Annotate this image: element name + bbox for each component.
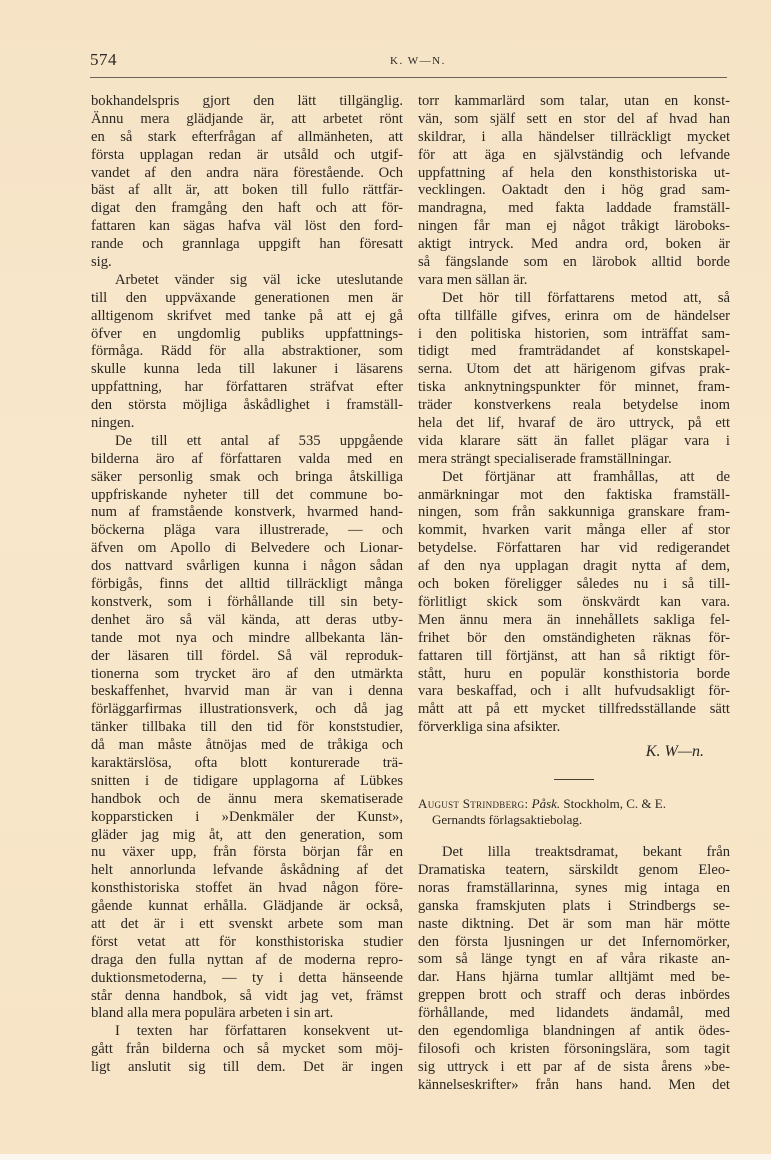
text-line: ligt anslutit sig till dem. Det är ingen	[91, 1059, 403, 1076]
text-line: tänker tillbaka till den tid för konststudier,	[91, 719, 403, 736]
text-line: förbigås, finns det alltid tillräckligt många	[91, 576, 403, 593]
text-line: som så länge tyngt en af våra rikaste an-	[418, 951, 730, 968]
text-line: mått att på ett mycket tillfredsställande sätt	[418, 701, 730, 718]
text-line: greppen brott och straff och deras inbördes	[418, 987, 730, 1004]
text-line: digat den framgång den haft och att för-	[91, 200, 403, 217]
review-signature: K. W—n.	[645, 743, 704, 761]
text-line: för att äga en självständig och lefvande	[418, 146, 730, 163]
text-line: fattaren kan sägas hafva väl löst den ford-	[91, 218, 403, 235]
text-line: fattaren till förtjänst, att han så riktigt för-	[418, 647, 730, 664]
text-line: der läsaren till fördel. Så väl reproduk-	[91, 647, 403, 664]
text-line: naste diktning. Det är som man här mötte	[418, 915, 730, 932]
page-bottom-edge	[0, 1154, 771, 1160]
text-line: af den nya upplagan dragit nytta af dem,	[418, 558, 730, 575]
text-line: förlitligt skick som önskvärdt kan vara.	[418, 593, 730, 610]
text-line: karaktärslösa, ofta blott konturerade trä-	[91, 754, 403, 771]
text-line: sig uttryck i ett par af de sista årens »be-	[418, 1058, 730, 1075]
review-author: August Strindberg:	[418, 796, 529, 812]
text-line: vän, som själf sett en stor del af hvad han	[418, 110, 730, 127]
text-line: i den politiska historien, som inträffat sam-	[418, 325, 730, 342]
text-line: ofta tillfälle gifves, erinra om de händelser	[418, 307, 730, 324]
text-line: den största möjliga åskådlighet i framställ-	[91, 397, 403, 414]
text-line: gläder jag mig åt, att den generation, som	[91, 826, 403, 843]
text-line: så fängslande som en lärobok alltid borde	[418, 254, 730, 271]
text-line: första upplagan redan är utsåld och utgif-	[91, 146, 403, 163]
text-line: anmärkningar mot den faktiska framställ-	[418, 486, 730, 503]
text-line: kopparsticken i »Denkmäler der Kunst»,	[91, 808, 403, 825]
text-line: noras framställarinna, synes mig intaga en	[418, 879, 730, 896]
text-line: äfven om Apollo di Belvedere och Lionar-	[91, 540, 403, 557]
text-line: stått, huru en populär konsthistoria borde	[418, 665, 730, 682]
text-line: träder konstverkens reala betydelse inom	[418, 397, 730, 414]
text-line: filosofi och kristen försoningslära, som tagit	[418, 1040, 730, 1057]
right-column-review-continued	[418, 93, 730, 737]
text-line: tionerna som trycket äro af den utmärkta	[91, 665, 403, 682]
text-line: öfver en ungdomlig publiks uppfattnings-	[91, 325, 403, 342]
review-publisher-line1: Stockholm, C. & E.	[563, 796, 666, 812]
text-line: dar. Hans hjärna tumlar alltjämt med be-	[418, 969, 730, 986]
text-line: förverkliga sina afsikter.	[418, 719, 561, 736]
text-line: uppfattning af hela den konsthistoriska ut-	[418, 164, 730, 181]
review-heading	[418, 796, 730, 828]
text-line: står denna handbok, så vidt jag vet, främst	[91, 987, 403, 1004]
text-line: vara beskaffad, och i allt hufvudsakligt för-	[418, 683, 730, 700]
text-line: då man måste åtnöjas med de tråkiga och	[91, 737, 403, 754]
text-line: nu växer upp, från första början får en	[91, 844, 403, 861]
text-line: tande mot nya och mindre allbekanta län-	[91, 629, 403, 646]
text-line: frihet bör den omständigheten räknas för-	[418, 629, 730, 646]
section-divider	[554, 779, 594, 780]
text-line: den första ljusningen ur det Infernomörker,	[418, 933, 730, 950]
text-line: betydelse. Författaren har vid redigerandet	[418, 540, 730, 557]
text-line: gått från bilderna och så mycket som möj-	[91, 1041, 403, 1058]
text-line: tiska anknytningspunkter för minnet, fram-	[418, 379, 730, 396]
text-line: vecklingen. Oaktadt den i hög grad sam-	[418, 182, 730, 199]
text-line: Ännu mera glädjande är, att arbetet rönt	[91, 110, 403, 127]
text-line: förläggarfirmas illustrationsverk, och då jag	[91, 701, 403, 718]
text-line: draga den fulla nyttan af de moderna repro-	[91, 951, 403, 968]
text-line: skulle kunna leda till lakuner i läsarens	[91, 361, 403, 378]
text-line: ningen får man ej något tråkigt läroboks-	[418, 218, 730, 235]
text-line: vara men sällan är.	[418, 271, 528, 288]
text-line: böckerna pläga vara illustrerade, — och	[91, 522, 403, 539]
text-line: förmåga. Rädd för alla abstraktioner, som	[91, 343, 403, 360]
right-column	[418, 93, 730, 1095]
text-line: Det hör till författarens metod att, så	[442, 289, 730, 306]
text-line: till den uppväxande generationen men är	[91, 289, 403, 306]
text-line: serna. Utom det att härigenom gifvas prak-	[418, 361, 730, 378]
text-line: aktigt intryck. Med andra ord, boken är	[418, 236, 730, 253]
text-line: mera strängt specialiserade framställningar.	[418, 450, 672, 467]
text-line: denhet äro så väl kända, att deras utby-	[91, 611, 403, 628]
text-line: Det lilla treaktsdramat, bekant från	[442, 844, 730, 861]
text-line: Men ännu mera än innehållets sakliga fel-	[418, 611, 730, 628]
text-line: vandet af den andra nära förestående. Och	[91, 164, 403, 181]
text-line: ningen.	[91, 415, 135, 432]
text-line: den egendomliga blandningen af antik ödes-	[418, 1022, 730, 1039]
text-line: helt annorlunda lefvande åskådning af det	[91, 862, 403, 879]
right-column-new-review	[418, 844, 730, 1094]
text-line: bäst af allt är, att boken till fullo rättfär-	[91, 182, 403, 199]
text-line: en så stark efterfrågan af allmänheten, att	[91, 128, 403, 145]
text-line: kommit, hvarken varit många eller af stor	[418, 522, 730, 539]
text-line: bilderna äro af författaren valda med en	[91, 450, 403, 467]
text-line: gående kunnat erhålla. Glädjande är också,	[91, 898, 403, 915]
text-line: att det är i ett svenskt arbete som man	[91, 915, 403, 932]
text-line: ganska framskjuten plats i Strindbergs se-	[418, 897, 730, 914]
review-title: Påsk.	[531, 796, 561, 812]
page-number: 574	[90, 50, 117, 69]
text-line: förhållande, med lidandets ändamål, med	[418, 1005, 730, 1022]
text-line: Arbetet vänder sig väl icke uteslutande	[115, 271, 403, 288]
text-line: bland alla mera populära arbeten i sin art.	[91, 1005, 334, 1022]
text-line: tidigt med framträdandet af konstskapel-	[418, 343, 730, 360]
text-line: handbok och de ännu mera skematiserade	[91, 790, 403, 807]
header-rule	[90, 77, 727, 78]
text-line: alltigenom skrifvet med tanke på att ej gå	[91, 307, 403, 324]
text-line: num af framstående konstverk, hvarmed hand-	[91, 504, 403, 521]
text-line: rande och grannlaga uppgift han föresatt	[91, 236, 403, 253]
text-line: och boken föreligger således nu i så till-	[418, 576, 730, 593]
text-line: I texten har författaren konsekvent ut-	[115, 1023, 403, 1040]
text-line: De till ett antal af 535 uppgående	[115, 432, 403, 449]
text-line: beskaffenhet, hvarvid man är van i denna	[91, 683, 403, 700]
text-line: sig.	[91, 254, 112, 271]
text-line: dos nattvard svårligen kunna i någon sådan	[91, 558, 403, 575]
text-line: kännelseskrifter» från hans hand. Men det	[418, 1076, 730, 1093]
text-line: vida klarare sätt än fallet plägar vara i	[418, 432, 730, 449]
text-line: duktionsmetoderna, — ty i detta hänseende	[91, 969, 403, 986]
text-line: Det förtjänar att framhållas, att de	[442, 468, 730, 485]
text-line: uppfriskande nyheter till det commune bo-	[91, 486, 403, 503]
text-line: konstverk, som i förhållande till sin bety-	[91, 593, 403, 610]
page-header	[90, 50, 727, 78]
text-line: säker personlig smak och bringa åtskilliga	[91, 468, 403, 485]
text-line: först vetat att för konsthistoriska studier	[91, 933, 403, 950]
text-line: snitten i de tidigare upplagorna af Lübkes	[91, 772, 403, 789]
text-line: hela det lif, hvaraf de äro uttryck, på ett	[418, 415, 730, 432]
text-line: torr kammarlärd som talar, utan en konst-	[418, 93, 730, 109]
text-line: ningen, som från sakkunniga granskare fram-	[418, 504, 730, 521]
text-line: bokhandelspris gjort den lätt tillgänglig.	[91, 93, 403, 109]
text-line: mandragna, med fakta laddade framställ-	[418, 200, 730, 217]
text-line: Dramatiska teatern, särskildt genom Eleo-	[418, 861, 730, 878]
review-publisher-line2: Gernandts förlagsaktiebolag.	[432, 812, 583, 828]
text-line: konsthistoriska stoffet än hvad någon före-	[91, 880, 403, 897]
text-line: uppfattning, har författaren sträfvat efter	[91, 379, 403, 396]
left-column	[91, 93, 403, 1077]
text-line: skildrar, i alla händelser tillräckligt mycket	[418, 128, 730, 145]
running-head: K. W—N.	[390, 55, 446, 67]
